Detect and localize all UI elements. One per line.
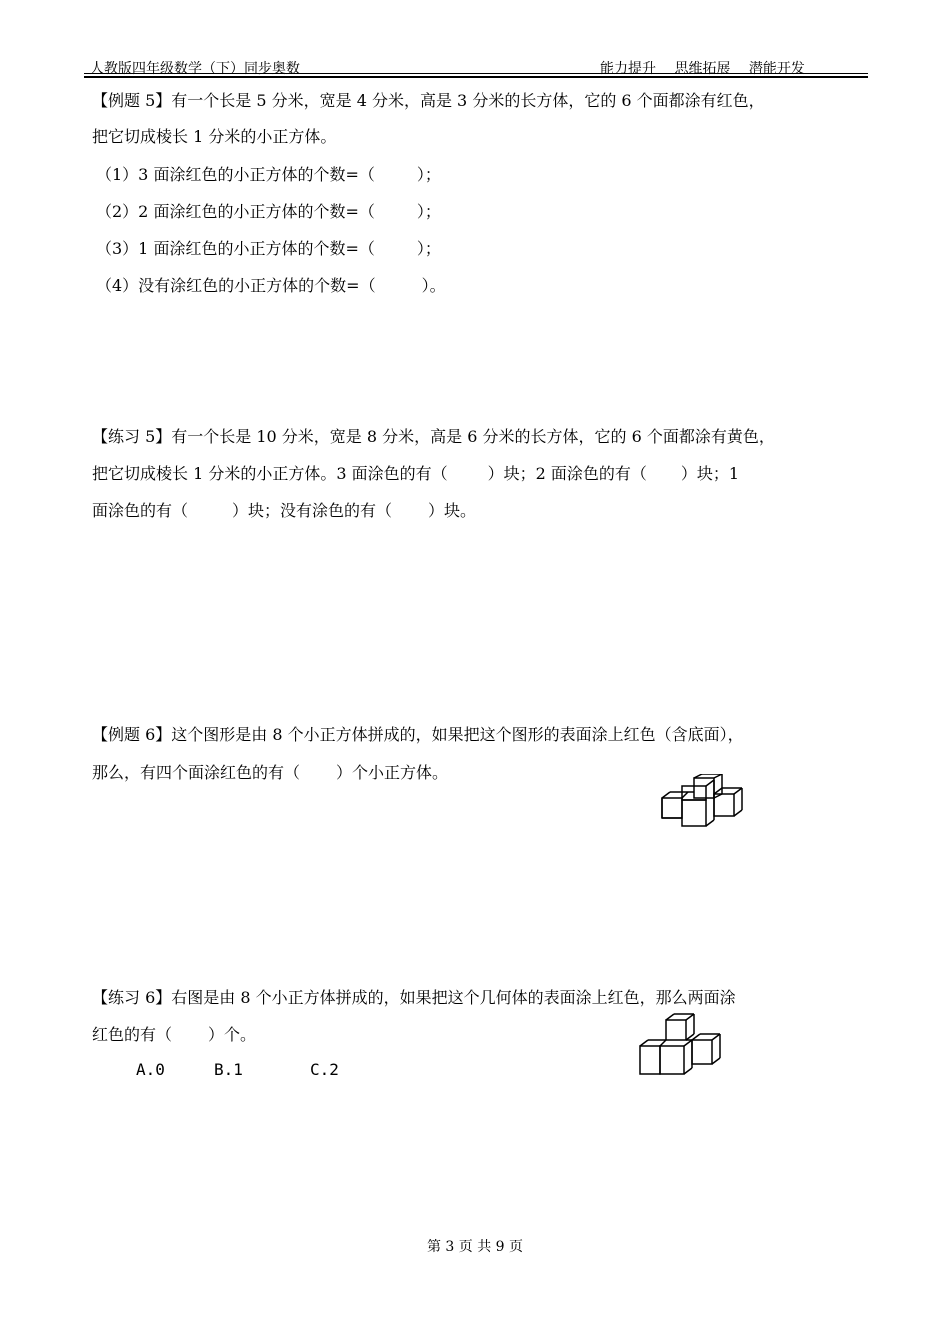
ex5-line2: 把它切成棱长 1 分米的小正方体。 (92, 127, 337, 146)
page-header (84, 58, 868, 78)
ex5-q4-end: ）。 (421, 276, 446, 295)
header-title: 人教版四年级数学（下）同步奥数 (90, 61, 300, 77)
header-rule-thin (84, 73, 868, 74)
pr6-line2-b: ）个。 (208, 1025, 257, 1044)
header-slogan-3: 潜能开发 (748, 61, 805, 77)
page-footer: 第 3 页 共 9 页 (426, 1239, 524, 1255)
pr5-line2-c: ）块；1 (680, 464, 740, 483)
ex6-line2-b: ）个小正方体。 (336, 763, 449, 782)
pr5-line3 (92, 498, 476, 521)
ex5-q3-end: ）； (416, 239, 441, 258)
header-slogan-1: 能力提升 (600, 61, 656, 77)
pr6-choice-c[interactable]: C.2 (310, 1060, 339, 1079)
ex5-q2 (96, 199, 441, 222)
ex5-line1: 【例题 5】有一个长是 5 分米，宽是 4 分米，高是 3 分米的长方体，它的 6 个面都涂有红色， (92, 91, 765, 110)
pr6-line2-a: 红色的有（ (92, 1025, 173, 1044)
pr5-line2-a: 把它切成棱长 1 分米的小正方体。3 面涂色的有（ (92, 464, 448, 483)
header-rule-thick (84, 76, 868, 78)
ex5-q4-text: （4）没有涂红色的小正方体的个数=（ (96, 276, 376, 295)
ex6-line2-a: 那么，有四个面涂红色的有（ (92, 763, 301, 782)
pr5-line3-c: ）块。 (428, 501, 477, 520)
ex5-q1-end: ）； (416, 165, 441, 184)
ex5-q2-end: ）； (416, 202, 441, 221)
ex5-q3 (96, 236, 441, 259)
ex5-q1 (96, 162, 441, 185)
header-slogan-2: 思维拓展 (674, 61, 731, 77)
pr5-line1: 【练习 5】有一个长是 10 分米，宽是 8 分米，高是 6 分米的长方体，它的 6 个面都涂有黄色， (92, 427, 775, 446)
ex5-q3-text: （3）1 面涂红色的小正方体的个数=（ (96, 239, 375, 258)
pr6-choice-b[interactable]: B.1 (214, 1060, 243, 1079)
ex6-line1: 【例题 6】这个图形是由 8 个小正方体拼成的，如果把这个图形的表面涂上红色（含底面）， (92, 725, 744, 744)
ex5-q4 (96, 273, 446, 296)
pr5-line2 (92, 461, 739, 484)
pr5-line3-a: 面涂色的有（ (92, 501, 189, 520)
pr5-line2-b: ）块；2 面涂色的有（ (487, 464, 647, 483)
ex5-q1-text: （1）3 面涂红色的小正方体的个数=（ (96, 165, 375, 184)
ex5-q2-text: （2）2 面涂红色的小正方体的个数=（ (96, 202, 375, 221)
header-slogans (600, 58, 819, 78)
pr6-choice-a[interactable]: A.0 (136, 1060, 165, 1079)
pr6-cube-figure (636, 1012, 732, 1078)
pr6-line2 (92, 1022, 256, 1045)
ex6-line2 (92, 760, 448, 783)
pr5-line3-b: ）块；没有涂色的有（ (232, 501, 393, 520)
pr6-line1: 【练习 6】右图是由 8 个小正方体拼成的，如果把这个几何体的表面涂上红色，那么两面涂 (92, 988, 736, 1007)
ex6-cube-figure (656, 774, 754, 832)
